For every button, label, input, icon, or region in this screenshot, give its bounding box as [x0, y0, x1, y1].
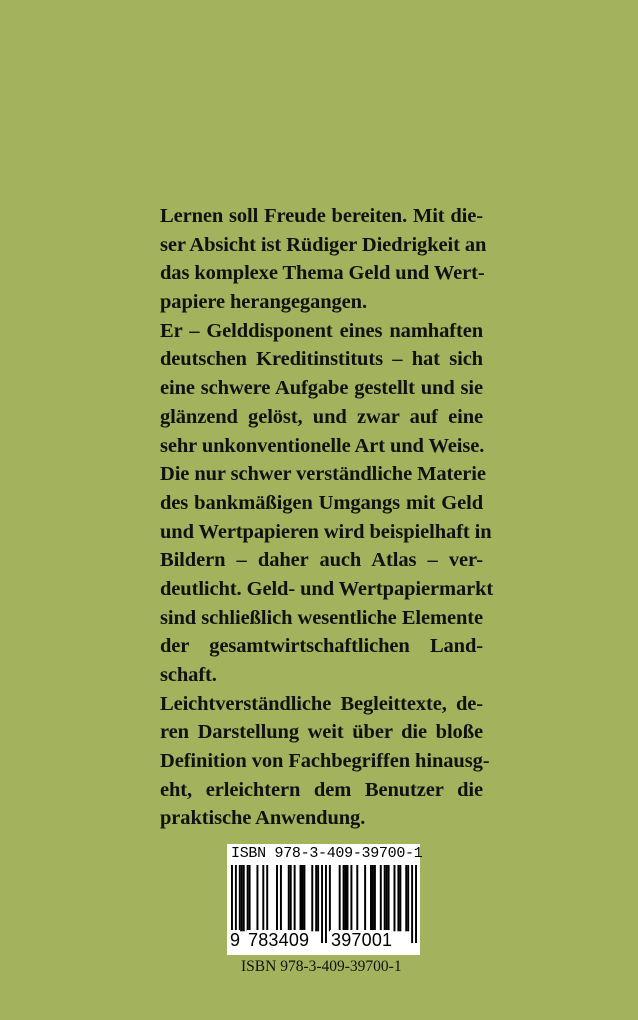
- blurb-line: sehr unkonventionelle Art und Weise.: [160, 434, 485, 457]
- barcode-bar: [249, 865, 251, 931]
- barcode-bar: [394, 865, 396, 931]
- barcode-bar: [247, 865, 249, 931]
- barcode-bar: [339, 865, 341, 931]
- blurb-line: eht, erleichtern dem Benutzer die: [160, 778, 483, 801]
- blurb-line: sind schließlich wesentliche Elemente: [160, 606, 483, 629]
- blurb-line: ser Absicht ist Rüdiger Diedrigkeit an: [160, 233, 487, 256]
- barcode-bar: [370, 865, 372, 931]
- blurb-line: Bildern – daher auch Atlas – ver-: [160, 549, 483, 572]
- barcode-bar: [407, 865, 409, 931]
- barcode-bar: [256, 865, 258, 931]
- barcode-bar: [290, 865, 292, 931]
- barcode-bar: [405, 865, 407, 931]
- barcode-bar: [300, 865, 302, 931]
- barcode-bar: [374, 865, 376, 931]
- blurb-line: des bankmäßigen Umgangs mit Geld: [160, 491, 483, 514]
- blurb-line: und Wertpapieren wird beispielhaft in: [160, 520, 492, 543]
- barcode-bar: [276, 865, 278, 931]
- barcode-bar: [388, 865, 390, 931]
- blurb-line: Lernen soll Freude bereiten. Mit die-: [160, 205, 483, 227]
- barcode-bar: [384, 865, 386, 931]
- barcode: [227, 844, 423, 955]
- ean-right-group: 397001: [331, 930, 393, 950]
- barcode-isbn-label: ISBN 978-3-409-39700-1: [231, 845, 423, 862]
- barcode-bar: [345, 865, 347, 931]
- blurb-line: deutlicht. Geld- und Wertpapiermarkt: [160, 577, 494, 600]
- barcode-bar: [315, 865, 317, 931]
- barcode-bar: [241, 865, 243, 931]
- barcode-bar: [399, 865, 401, 931]
- barcode-bar: [303, 865, 305, 931]
- blurb-line: Die nur schwer verständliche Materie: [160, 463, 486, 486]
- blurb-text: [160, 202, 494, 833]
- blurb-line: Leichtverständliche Begleittexte, de-: [160, 692, 483, 715]
- blurb-line: praktische Anwendung.: [160, 807, 366, 830]
- barcode-bar: [364, 865, 366, 931]
- blurb-line: deutschen Kreditinstituts – hat sich: [160, 348, 483, 371]
- blurb-line: papiere herangegangen.: [160, 291, 367, 314]
- ean-digits: [230, 930, 420, 952]
- blurb-line: der gesamtwirtschaftlichen Land-: [160, 635, 483, 658]
- blurb-line: Er – Gelddisponent eines namhaften: [160, 319, 483, 342]
- barcode-bar: [266, 865, 268, 931]
- barcode-bar: [243, 865, 245, 931]
- barcode-bar: [317, 865, 319, 931]
- isbn-printed: ISBN 978-3-409-39700-1: [241, 958, 402, 975]
- barcode-bar: [372, 865, 374, 931]
- barcode-bar: [311, 865, 313, 931]
- blurb-line: ren Darstellung weit über die bloße: [160, 721, 483, 744]
- barcode-bar: [262, 865, 264, 931]
- blurb-line: schaft.: [160, 664, 217, 686]
- ean-left-group: 783409: [248, 930, 310, 950]
- blurb-line: Definition von Fachbegriffen hinausg-: [160, 750, 490, 773]
- blurb-line: glänzend gelöst, und zwar auf eine: [160, 405, 483, 428]
- barcode-bar: [280, 865, 282, 931]
- barcode-bar: [350, 865, 352, 931]
- barcode-bar: [329, 865, 331, 931]
- barcode-bar: [356, 865, 358, 931]
- barcode-bar: [343, 865, 345, 931]
- barcode-bar: [380, 865, 382, 931]
- barcode-bar: [386, 865, 388, 931]
- blurb-line: das komplexe Thema Geld und Wert-: [160, 262, 485, 285]
- barcode-bar: [301, 865, 303, 931]
- barcode-bar: [288, 865, 290, 931]
- barcode-bar: [239, 865, 241, 931]
- barcode-bar: [294, 865, 296, 931]
- ean-first-digit: 9: [230, 930, 241, 950]
- barcode-bar: [397, 865, 399, 931]
- blurb-line: eine schwere Aufgabe gestellt und sie: [160, 377, 483, 400]
- barcode-bar: [347, 865, 349, 931]
